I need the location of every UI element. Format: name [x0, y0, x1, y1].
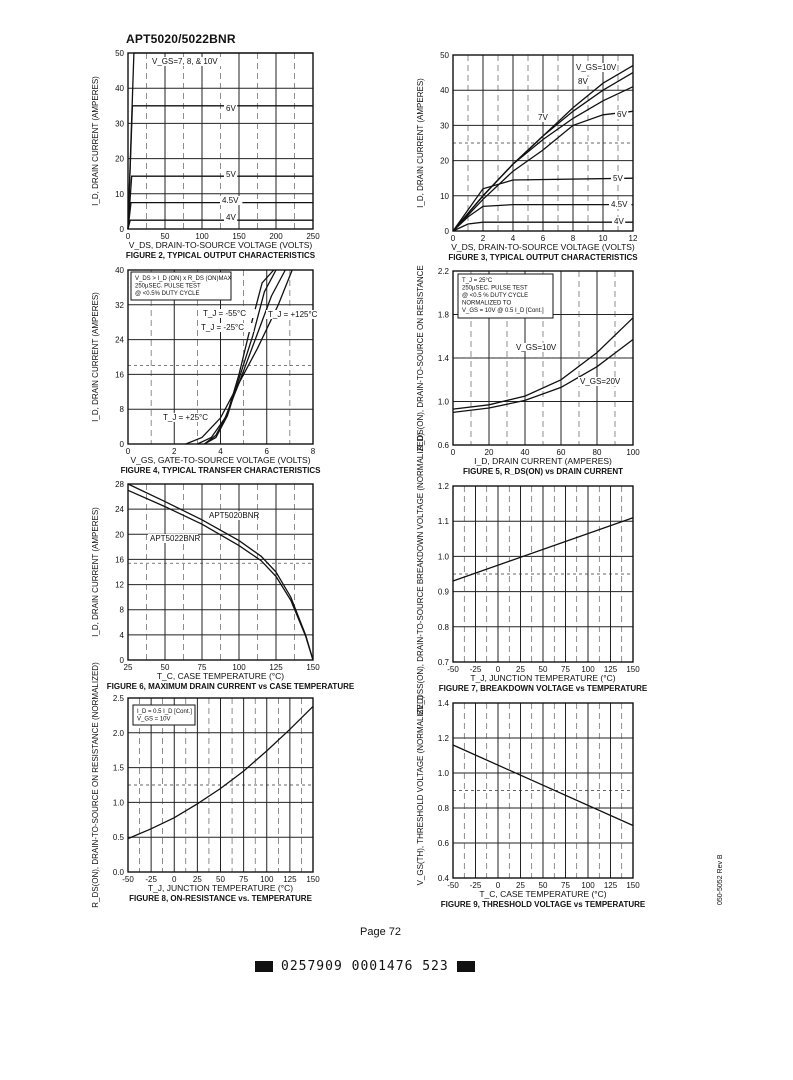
y-tick-label: 8	[119, 405, 124, 415]
y-tick-label: 50	[115, 49, 124, 58]
series-label: 7V	[538, 113, 548, 122]
y-tick-label: 0.6	[437, 839, 449, 848]
x-tick-label: 100	[581, 881, 595, 890]
series-label: V_GS=20V	[580, 377, 621, 386]
y-axis-label: R_DS(ON), DRAIN-TO-SOURCE ON RESISTANCE	[416, 265, 425, 451]
y-tick-label: 1.8	[437, 310, 449, 320]
x-tick-label: 75	[561, 665, 570, 674]
x-axis-label: T_C, CASE TEMPERATURE (°C)	[156, 671, 285, 681]
x-tick-label: 50	[160, 663, 170, 672]
revision-label: 050-5052 Rev B	[717, 854, 724, 905]
barcode	[255, 959, 475, 974]
x-axis-label: T_J, JUNCTION TEMPERATURE (°C)	[147, 883, 294, 893]
x-tick-label: 60	[556, 448, 566, 457]
x-tick-label: 0	[172, 875, 177, 884]
series-label: 4.5V	[222, 196, 239, 205]
figure-caption: FIGURE 8, ON-RESISTANCE vs. TEMPERATURE	[129, 894, 312, 903]
conditions-text: V_GS = 10V	[137, 716, 171, 723]
x-tick-label: 0	[125, 447, 131, 456]
document-title: APT5020/5022BNR	[126, 32, 236, 46]
x-tick-label: 150	[306, 875, 320, 884]
x-tick-label: 25	[192, 875, 202, 884]
y-tick-label: 10	[115, 189, 124, 199]
chart-6	[91, 480, 355, 691]
y-tick-label: 0.5	[112, 833, 124, 843]
series-label: V_GS=10V	[516, 343, 557, 352]
x-tick-label: -25	[469, 665, 482, 674]
series-label: 4V	[614, 217, 624, 226]
x-tick-label: 20	[484, 448, 494, 457]
y-axis-label: I_D, DRAIN CURRENT (AMPERES)	[91, 507, 100, 637]
y-tick-label: 16	[115, 370, 124, 380]
figure-caption: FIGURE 9, THRESHOLD VOLTAGE vs TEMPERATURE	[440, 900, 646, 909]
x-tick-label: 50	[216, 875, 225, 884]
x-tick-label: 6	[264, 447, 269, 456]
y-tick-label: 1.2	[437, 482, 449, 491]
y-tick-label: 12	[115, 580, 124, 590]
y-tick-label: 0.8	[437, 622, 449, 632]
y-tick-label: 0.6	[437, 441, 449, 450]
x-tick-label: 0	[495, 665, 501, 674]
chart-4	[91, 266, 325, 475]
y-tick-label: 10	[440, 191, 449, 201]
x-tick-label: 100	[260, 875, 274, 884]
conditions-text: NORMALIZED TO	[462, 300, 512, 307]
x-axis-label: V_DS, DRAIN-TO-SOURCE VOLTAGE (VOLTS)	[128, 240, 313, 250]
series-label: T_J = +25°C	[163, 413, 208, 422]
series-label: 6V	[617, 110, 627, 119]
series-label: V_GS=7, 8, & 10V	[152, 57, 218, 66]
x-tick-label: 150	[232, 232, 246, 241]
chart-8	[91, 662, 320, 908]
barcode-text: 0257909 0001476 523	[281, 959, 449, 974]
x-tick-label: 8	[310, 447, 316, 456]
x-tick-label: 0	[450, 234, 456, 243]
series-label: APT5022BNR	[150, 534, 201, 543]
figure-caption: FIGURE 3, TYPICAL OUTPUT CHARACTERISTICS	[448, 253, 638, 262]
chart-5	[416, 265, 640, 476]
x-tick-label: 50	[160, 232, 170, 241]
y-tick-label: 4	[119, 630, 124, 640]
y-tick-label: 40	[115, 266, 124, 275]
y-tick-label: 0.0	[112, 868, 124, 877]
figure-caption: FIGURE 6, MAXIMUM DRAIN CURRENT vs CASE TEMPERATURE	[106, 682, 355, 691]
figure-caption: FIGURE 4, TYPICAL TRANSFER CHARACTERISTICS	[120, 466, 321, 475]
y-tick-label: 24	[115, 505, 124, 515]
y-tick-label: 0	[119, 225, 124, 234]
barcode-block-right	[457, 961, 475, 972]
y-tick-label: 32	[115, 300, 124, 310]
y-tick-label: 20	[440, 156, 449, 166]
y-axis-label: I_D, DRAIN CURRENT (AMPERES)	[91, 76, 100, 206]
y-tick-label: 0.7	[437, 658, 449, 667]
y-tick-label: 1.0	[437, 769, 449, 778]
y-tick-label: 0	[119, 656, 124, 665]
conditions-text: I_D = 0.5 I_D [Cont.]	[137, 709, 192, 715]
series-label: 8V	[578, 77, 588, 86]
x-tick-label: 150	[626, 881, 640, 890]
y-tick-label: 0.9	[437, 587, 449, 597]
barcode-block-left	[255, 961, 273, 972]
x-tick-label: 25	[123, 663, 133, 672]
x-tick-label: 100	[626, 448, 640, 457]
series-label: 5V	[226, 170, 236, 179]
y-axis-label: BV_DSS(ON), DRAIN-TO-SOURCE BREAKDOWN VOLTAGE (NORMALIZED)	[416, 432, 425, 716]
y-tick-label: 40	[115, 84, 124, 94]
x-tick-label: 40	[520, 448, 530, 457]
y-tick-label: 2.0	[112, 728, 124, 738]
x-tick-label: 0	[450, 448, 456, 457]
y-tick-label: 20	[115, 154, 124, 164]
x-tick-label: 10	[598, 234, 608, 243]
x-axis-label: V_GS, GATE-TO-SOURCE VOLTAGE (VOLTS)	[130, 455, 311, 465]
x-tick-label: 200	[269, 232, 283, 241]
y-tick-label: 8	[119, 605, 124, 615]
y-tick-label: 1.0	[437, 552, 449, 562]
x-tick-label: 100	[195, 232, 209, 241]
x-tick-label: 75	[561, 881, 570, 890]
figure-caption: FIGURE 2, TYPICAL OUTPUT CHARACTERISTICS	[125, 251, 316, 260]
y-tick-label: 1.5	[112, 763, 124, 773]
x-tick-label: 4	[218, 447, 223, 456]
x-tick-label: 100	[232, 663, 246, 672]
x-tick-label: 0	[125, 232, 131, 241]
figure-caption: FIGURE 7, BREAKDOWN VOLTAGE vs TEMPERATURE	[438, 684, 648, 693]
series-label: V_GS=10V	[576, 63, 617, 72]
x-axis-label: T_C, CASE TEMPERATURE (°C)	[479, 889, 607, 899]
y-tick-label: 50	[440, 51, 449, 60]
conditions-text: @ <0.5% DUTY CYCLE	[135, 291, 200, 297]
x-tick-label: 50	[538, 881, 548, 890]
x-tick-label: 50	[538, 665, 548, 674]
y-tick-label: 0	[119, 440, 124, 449]
x-tick-label: 125	[603, 881, 618, 890]
x-tick-label: 125	[283, 875, 297, 884]
conditions-text: V_DS > I_D (ON) x R_DS (ON)MAX	[135, 276, 232, 282]
x-tick-label: 80	[592, 448, 602, 457]
y-axis-label: V_GS(TH), THRESHOLD VOLTAGE (NORMALIZED)	[416, 695, 425, 886]
x-tick-label: -25	[469, 881, 482, 890]
y-tick-label: 30	[115, 119, 124, 129]
conditions-text: V_GS = 10V @ 0.5 I_D [Cont.]	[462, 308, 544, 314]
x-tick-label: 2	[480, 234, 486, 243]
series-label: T_J = +125°C	[268, 310, 318, 319]
x-tick-label: -50	[447, 881, 459, 890]
x-tick-label: 25	[516, 881, 525, 890]
x-tick-label: 250	[306, 232, 320, 241]
series-label: T_J = -25°C	[201, 323, 244, 332]
y-tick-label: 0	[444, 227, 449, 236]
y-tick-label: 28	[115, 480, 124, 489]
y-tick-label: 40	[440, 86, 449, 96]
y-tick-label: 0.8	[437, 804, 449, 813]
chart-3	[416, 51, 638, 262]
y-tick-label: 1.0	[112, 798, 124, 808]
y-tick-label: 1.0	[437, 397, 449, 407]
y-tick-label: 2.5	[112, 694, 124, 703]
x-tick-label: -50	[447, 665, 459, 674]
page-number: Page 72	[360, 926, 401, 938]
y-tick-label: 1.1	[437, 517, 449, 527]
conditions-text: T_J = 25°C	[462, 278, 493, 284]
x-tick-label: -25	[145, 875, 157, 884]
y-tick-label: 16	[115, 555, 124, 565]
y-tick-label: 24	[115, 335, 124, 345]
x-tick-label: 4	[510, 234, 516, 243]
x-tick-label: 25	[516, 665, 525, 674]
series-label: 4V	[226, 213, 236, 222]
y-tick-label: 1.4	[437, 699, 449, 708]
x-tick-label: 8	[570, 234, 576, 243]
x-axis-label: T_J, JUNCTION TEMPERATURE (°C)	[470, 673, 616, 683]
x-tick-label: 150	[626, 665, 640, 674]
series-label: 6V	[226, 104, 236, 113]
y-tick-label: 2.2	[437, 267, 449, 276]
x-tick-label: 150	[306, 663, 320, 672]
y-tick-label: 1.2	[437, 734, 449, 743]
x-tick-label: 125	[603, 665, 618, 674]
x-tick-label: 12	[628, 234, 638, 243]
series-label: 5V	[613, 174, 623, 183]
y-axis-label: I_D, DRAIN CURRENT (AMPERES)	[91, 292, 100, 422]
x-tick-label: 125	[269, 663, 283, 672]
y-tick-label: 20	[115, 530, 124, 540]
x-tick-label: 2	[172, 447, 177, 456]
y-tick-label: 0.4	[437, 874, 449, 883]
conditions-text: 250µSEC. PULSE TEST	[135, 283, 201, 290]
x-axis-label: I_D, DRAIN CURRENT (AMPERES)	[474, 456, 612, 466]
y-axis-label: I_D, DRAIN CURRENT (AMPERES)	[416, 78, 425, 208]
x-axis-label: V_DS, DRAIN-TO-SOURCE VOLTAGE (VOLTS)	[451, 242, 635, 252]
figure-caption: FIGURE 5, R_DS(ON) vs DRAIN CURRENT	[462, 467, 624, 476]
x-tick-label: -50	[122, 875, 134, 884]
y-axis-label: R_DS(ON), DRAIN-TO-SOURCE ON RESISTANCE (NORMALIZED)	[91, 662, 100, 908]
y-tick-label: 1.4	[437, 354, 449, 363]
x-tick-label: 75	[239, 875, 249, 884]
series-label: 4.5V	[611, 200, 628, 209]
chart-2	[91, 49, 320, 260]
x-tick-label: 6	[540, 234, 546, 243]
conditions-text: @ <0.5 % DUTY CYCLE	[462, 293, 529, 299]
x-tick-label: 100	[581, 665, 595, 674]
chart-9	[416, 695, 646, 909]
y-tick-label: 30	[440, 121, 449, 131]
conditions-text: 250µSEC. PULSE TEST	[462, 285, 528, 292]
x-tick-label: 0	[495, 881, 501, 890]
series-label: T_J = -55°C	[203, 309, 246, 318]
x-tick-label: 75	[197, 663, 207, 672]
series-label: APT5020BNR	[209, 511, 260, 520]
